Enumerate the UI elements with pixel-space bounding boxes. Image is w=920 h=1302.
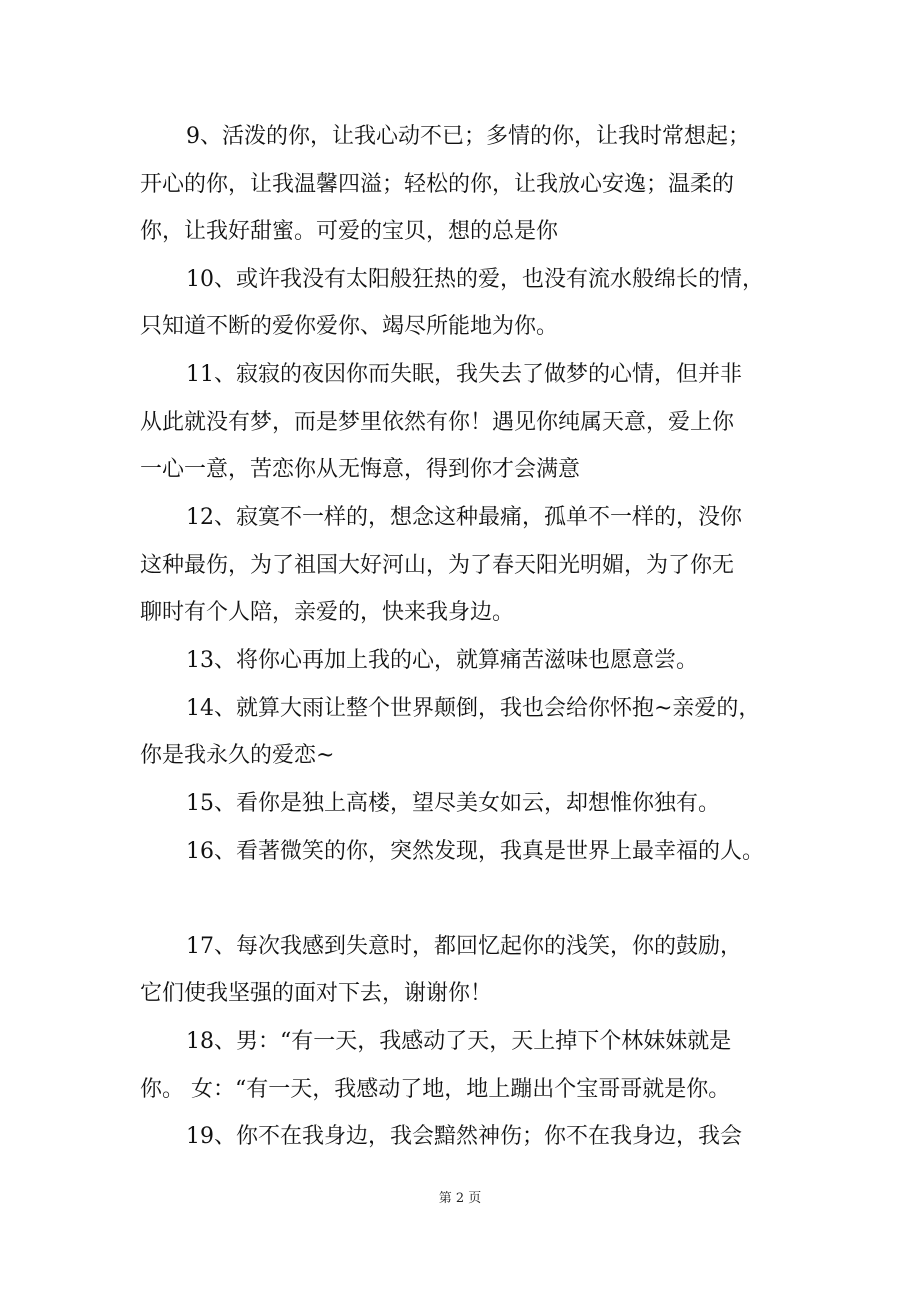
text-line: 这种最伤，为了祖国大好河山，为了春天阳光明媚，为了你无	[140, 553, 735, 578]
text-line: 开心的你，让我温馨四溢；轻松的你，让我放心安逸；温柔的	[140, 172, 735, 197]
text-line: 13、将你心再加上我的心，就算痛苦滋味也愿意尝。	[186, 648, 698, 673]
text-line: 一心一意，苦恋你从无悔意，得到你才会满意	[140, 457, 581, 482]
text-line: 从此就没有梦，而是梦里依然有你！遇见你纯属天意，爱上你	[140, 410, 735, 435]
text-line: 聊时有个人陪，亲爱的，快来我身边。	[140, 600, 515, 625]
text-line: 只知道不断的爱你爱你、竭尽所能地为你。	[140, 314, 559, 339]
page-number: 第 2 页	[438, 1191, 482, 1206]
text-line: 你是我永久的爱恋~	[140, 743, 335, 768]
text-line: 10、或许我没有太阳般狂热的爱，也没有流水般绵长的情，	[186, 267, 764, 292]
text-line: 19、你不在我身边，我会黯然神伤；你不在我身边，我会	[186, 1124, 742, 1149]
text-line: 你。 女：“有一天，我感动了地，地上蹦出个宝哥哥就是你。	[140, 1077, 731, 1102]
text-line: 12、寂寞不一样的，想念这种最痛，孤单不一样的，没你	[186, 505, 742, 530]
text-line: 15、看你是独上高楼，望尽美女如云，却想惟你独有。	[186, 791, 720, 816]
text-line: 11、寂寂的夜因你而失眠，我失去了做梦的心情，但并非	[186, 362, 742, 387]
text-line: 14、就算大雨让整个世界颠倒，我也会给你怀抱~亲爱的，	[186, 696, 761, 721]
text-line: 16、看著微笑的你，突然发现，我真是世界上最幸福的人。	[186, 839, 764, 864]
text-line: 9、活泼的你，让我心动不已；多情的你，让我时常想起；	[186, 124, 750, 149]
text-line: 18、男：“有一天，我感动了天，天上掉下个林妹妹就是	[186, 1029, 732, 1054]
text-line: 它们使我坚强的面对下去，谢谢你！	[140, 981, 493, 1006]
text-line: 你，让我好甜蜜。可爱的宝贝，想的总是你	[140, 219, 559, 244]
text-line: 17、每次我感到失意时，都回忆起你的浅笑，你的鼓励，	[186, 934, 742, 959]
